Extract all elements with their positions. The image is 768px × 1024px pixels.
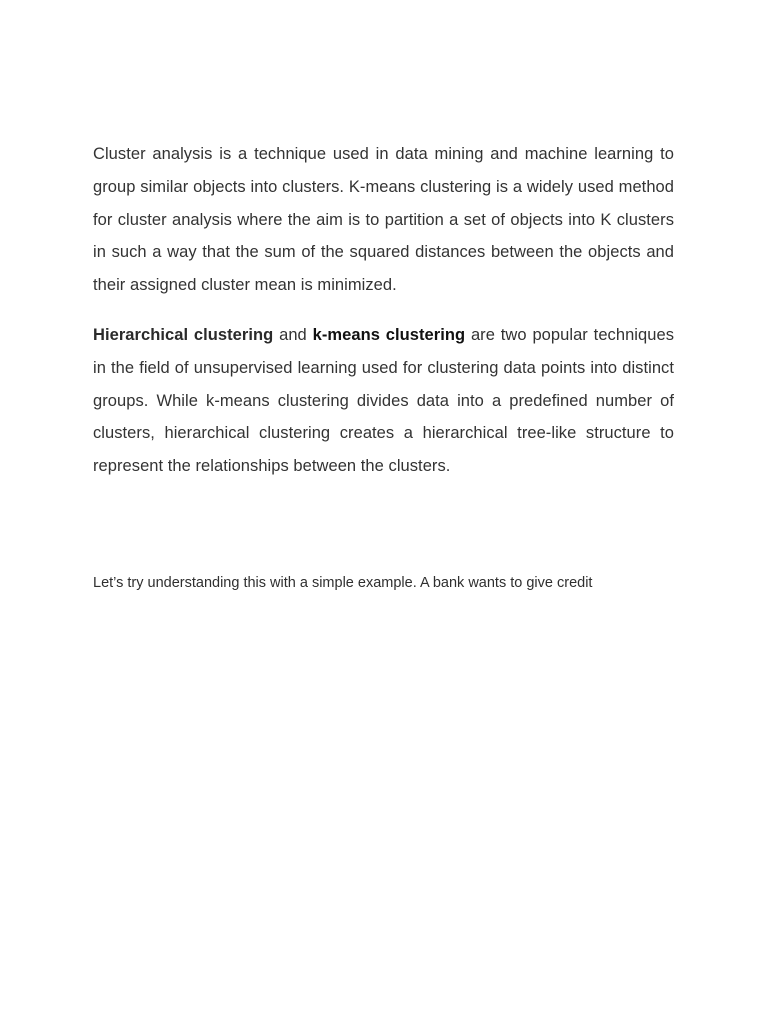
comparison-paragraph bbox=[93, 319, 674, 483]
k-means-clustering-term: k-means clustering bbox=[312, 325, 466, 344]
intro-paragraph: Cluster analysis is a technique used in data mining and machine learning to group similar objects into clusters. K-means clustering is a widely used method for cluster analysis where the aim is to partition a set of objects into K clusters in such a way that the sum of the squared distances between the objects and their assigned cluster mean is minimized. bbox=[93, 145, 674, 295]
example-paragraph: Let’s try understanding this with a simple example. A bank wants to give credit bbox=[93, 575, 593, 591]
hierarchical-clustering-term: Hierarchical clustering bbox=[93, 325, 274, 344]
comparison-text: are two popular techniques in the field of unsupervised learning used for clustering data points into distinct groups. While k-means clustering divides data into a predefined number of clusters, hierarchical clustering creates a hierarchical tree-like structure to represent the relationships between the clusters. bbox=[93, 325, 674, 476]
connector-text: and bbox=[273, 325, 313, 344]
document-body bbox=[93, 138, 674, 483]
